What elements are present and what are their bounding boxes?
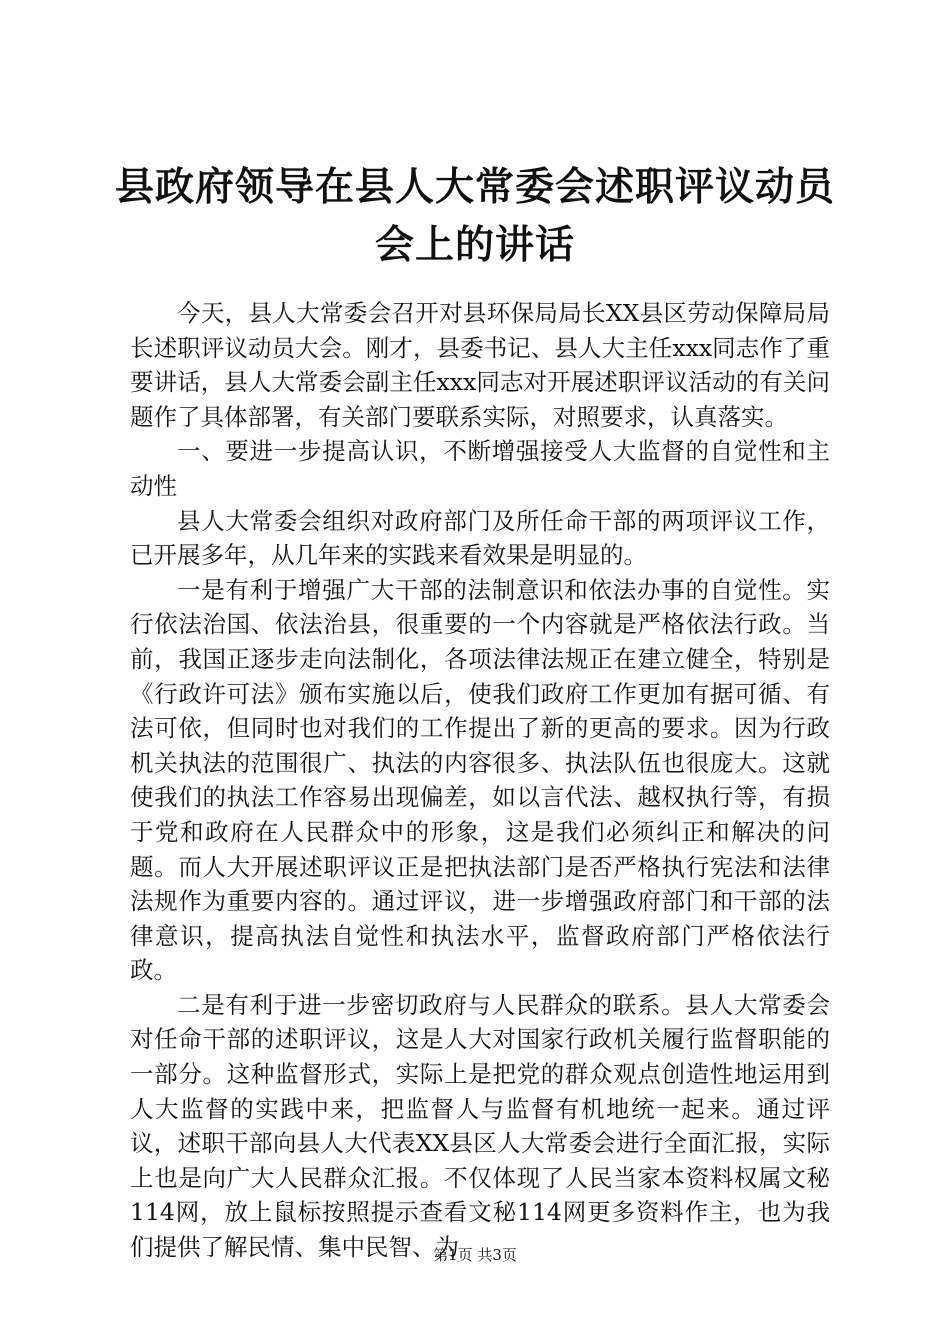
paragraph-intro: 今天，县人大常委会召开对县环保局局长XX县区劳动保障局局长述职评议动员大会。刚才，县委书记、县人大主任xxx同志作了重要讲话，县人大常委会副主任xxx同志对开展述职评议活动的有关问题作了具体部署，有关部门要联系实际，对照要求，认真落实。 [130,299,830,431]
paragraph-evaluation-work: 县人大常委会组织对政府部门及所任命干部的两项评议工作，已开展多年，从几年来的实践来看效果是明显的。 [130,506,830,570]
paragraph-point-two: 二是有利于进一步密切政府与人民群众的联系。县人大常委会对任命干部的述职评议，这是人大对国家行政机关履行监督职能的一部分。这种监督形式，实际上是把党的群众观点创造性地运用到人大监督的实践中来，把监督人与监督有机地统一起来。通过评议，述职干部向县人大代表XX县区人大常委会进行全面汇报，实际上也是向广大人民群众汇报。不仅体现了人民当家本资料权属文秘114网，放上鼠标按照提示查看文秘114网更多资料作主，也为我们提供了解民情、集中民智、为 [130,990,830,1262]
section-heading-1: 一、要进一步提高认识，不断增强接受人大监督的自觉性和主动性 [130,437,830,500]
paragraph-point-one: 一是有利于增强广大干部的法制意识和依法办事的自觉性。实行依法治国、依法治县，很重要的一个内容就是严格依法行政。当前，我国正逐步走向法制化，各项法律法规正在建立健全，特别是《行政许可法》颁布实施以后，使我们政府工作更加有据可循、有法可依，但同时也对我们的工作提出了新的更高的要求。因为行政机关执法的范围很广、执法的内容很多、执法队伍也很庞大。这就使我们的执法工作容易出现偏差，如以言代法、越权执行等，有损于党和政府在人民群众中的形象，这是我们必须纠正和解决的问题。而人大开展述职评议正是把执法部门是否严格执行宪法和法律法规作为重要内容的。通过评议，进一步增强政府部门和干部的法律意识，提高执法自觉性和执法水平，监督政府部门严格依法行政。 [130,575,830,985]
document-body [130,296,830,1265]
page-footer: 第1页 共3页 [433,1246,517,1264]
document-title: 县政府领导在县人大常委会述职评议动员会上的讲话 [114,164,835,268]
